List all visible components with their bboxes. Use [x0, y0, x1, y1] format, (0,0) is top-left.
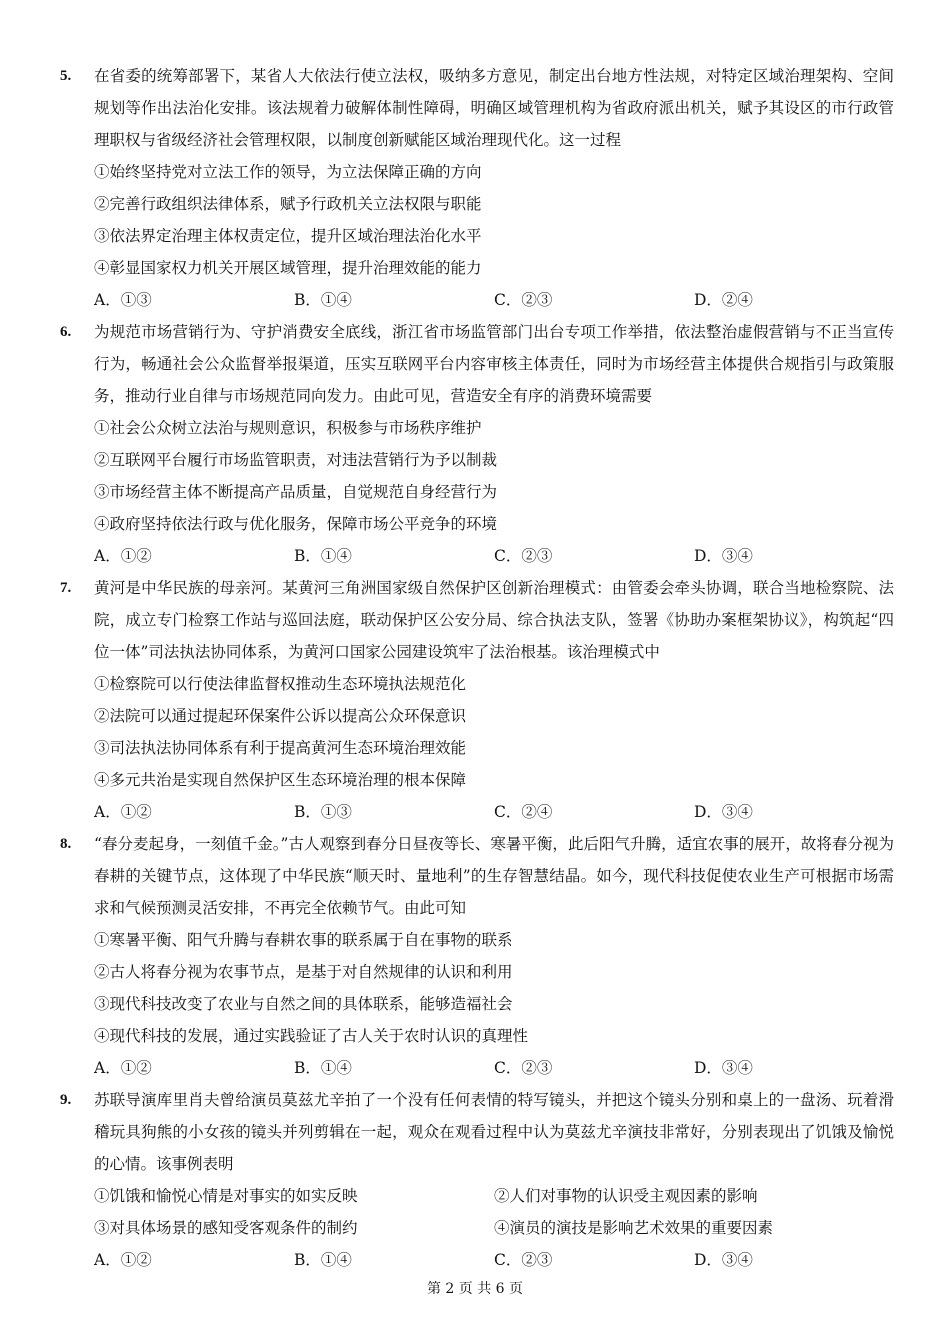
choice-d: D．③④ — [694, 1251, 753, 1269]
question-stem: 苏联导演库里肖夫曾给演员莫兹尤辛拍了一个没有任何表情的特写镜头，并把这个镜头分别和桌上的一盘汤、玩着滑稽玩具狗熊的小女孩的镜头并列剪辑在一起，观众在观看过程中认为莫兹尤辛演技非常好，分别表现出了饥饿及愉悦的心情。该事例表明 — [94, 1091, 894, 1173]
statement-2: ②法院可以通过提起环保案件公诉以提高公众环保意识 — [94, 707, 467, 725]
question-stem: 在省委的统筹部署下，某省人大依法行使立法权，吸纳多方意见，制定出台地方性法规，对特定区域治理架构、空间规划等作出法治化安排。该法规着力破解体制性障碍，明确区域管理机构为省政府派出机关，赋予其设区的市行政管理职权与省级经济社会管理权限，以制度创新赋能区域治理现代化。这一过程 — [94, 67, 894, 149]
question-6 — [60, 316, 894, 572]
statement-1: ①社会公众树立法治与规则意识，积极参与市场秩序维护 — [94, 419, 482, 437]
statement-3: ③依法界定治理主体权责定位，提升区域治理法治化水平 — [94, 227, 482, 245]
answer-choices — [94, 796, 894, 828]
question-number: 8. — [60, 836, 72, 852]
choice-c: C．②③ — [494, 1059, 553, 1077]
choice-c: C．②④ — [494, 803, 553, 821]
statement-3: ③对具体场景的感知受客观条件的制约 — [94, 1219, 358, 1237]
statement-2: ②人们对事物的认识受主观因素的影响 — [494, 1187, 758, 1205]
statement-2: ②古人将春分视为农事节点，是基于对自然规律的认识和利用 — [94, 963, 513, 981]
question-number: 5. — [60, 68, 72, 84]
question-number: 9. — [60, 1092, 72, 1108]
page-footer: 第 2 页 共 6 页 — [426, 1281, 524, 1297]
statement-1: ①寒暑平衡、阳气升腾与春耕农事的联系属于自在事物的联系 — [94, 931, 513, 949]
statement-2: ②互联网平台履行市场监管职责，对违法营销行为予以制裁 — [94, 451, 498, 469]
choice-a: A．①③ — [94, 291, 152, 309]
statement-3: ③现代科技改变了农业与自然之间的具体联系，能够造福社会 — [94, 995, 513, 1013]
choice-a: A．①② — [94, 1251, 152, 1269]
choice-c: C．②③ — [494, 1251, 553, 1269]
statement-2: ②完善行政组织法律体系，赋予行政机关立法权限与职能 — [94, 195, 482, 213]
statement-4: ④彰显国家权力机关开展区域管理，提升治理效能的能力 — [94, 259, 482, 277]
choice-d: D．③④ — [694, 803, 753, 821]
answer-choices — [94, 284, 894, 316]
question-stem: 为规范市场营销行为、守护消费安全底线，浙江省市场监管部门出台专项工作举措，依法整治虚假营销与不正当宣传行为，畅通社会公众监督举报渠道，压实互联网平台内容审核主体责任，同时为市场经营主体提供合规指引与政策服务，推动行业自律与市场规范同向发力。由此可见，营造安全有序的消费环境需要 — [94, 323, 894, 405]
choice-d: D．③④ — [694, 1059, 753, 1077]
statement-1: ①饥饿和愉悦心情是对事实的如实反映 — [94, 1187, 358, 1205]
answer-choices — [94, 1052, 894, 1084]
choice-a: A．①② — [94, 803, 152, 821]
choice-b: B．①④ — [294, 1059, 352, 1077]
statement-4: ④多元共治是实现自然保护区生态环境治理的根本保障 — [94, 771, 467, 789]
question-number: 6. — [60, 324, 72, 340]
statement-4: ④现代科技的发展，通过实践验证了古人关于农时认识的真理性 — [94, 1027, 529, 1045]
choice-a: A．①② — [94, 547, 152, 565]
choice-a: A．①② — [94, 1059, 152, 1077]
choice-b: B．①④ — [294, 1251, 352, 1269]
question-8 — [60, 828, 894, 1084]
question-9 — [60, 1084, 894, 1276]
answer-choices — [94, 540, 894, 572]
answer-choices — [94, 1244, 894, 1276]
question-5 — [60, 60, 894, 316]
question-stem: 黄河是中华民族的母亲河。某黄河三角洲国家级自然保护区创新治理模式：由管委会牵头协调，联合当地检察院、法院，成立专门检察工作站与巡回法庭，联动保护区公安分局、综合执法支队，签署《协助办案框架协议》，构筑起“四位一体”司法执法协同体系，为黄河口国家公园建设筑牢了法治根基。该治理模式中 — [94, 579, 894, 661]
choice-b: B．①④ — [294, 291, 352, 309]
choice-c: C．②③ — [494, 291, 553, 309]
statement-3: ③市场经营主体不断提高产品质量，自觉规范自身经营行为 — [94, 483, 498, 501]
question-number: 7. — [60, 580, 72, 596]
statement-3: ③司法执法协同体系有利于提高黄河生态环境治理效能 — [94, 739, 467, 757]
statement-4: ④演员的演技是影响艺术效果的重要因素 — [494, 1219, 774, 1237]
choice-b: B．①③ — [294, 803, 352, 821]
question-7 — [60, 572, 894, 828]
choice-d: D．③④ — [694, 547, 753, 565]
choice-c: C．②③ — [494, 547, 553, 565]
choice-b: B．①④ — [294, 547, 352, 565]
statement-4: ④政府坚持依法行政与优化服务，保障市场公平竞争的环境 — [94, 515, 498, 533]
statement-row-1 — [94, 1180, 894, 1212]
statement-row-2 — [94, 1212, 894, 1244]
question-stem: “春分麦起身，一刻值千金。”古人观察到春分日昼夜等长、寒暑平衡，此后阳气升腾，适宜农事的展开，故将春分视为春耕的关键节点，这体现了中华民族“顺天时、量地利”的生存智慧结晶。如今，现代科技促使农业生产可根据市场需求和气候预测灵活安排，不再完全依赖节气。由此可知 — [94, 835, 894, 917]
statement-1: ①始终坚持党对立法工作的领导，为立法保障正确的方向 — [94, 163, 482, 181]
choice-d: D．②④ — [694, 291, 753, 309]
statement-1: ①检察院可以行使法律监督权推动生态环境执法规范化 — [94, 675, 467, 693]
